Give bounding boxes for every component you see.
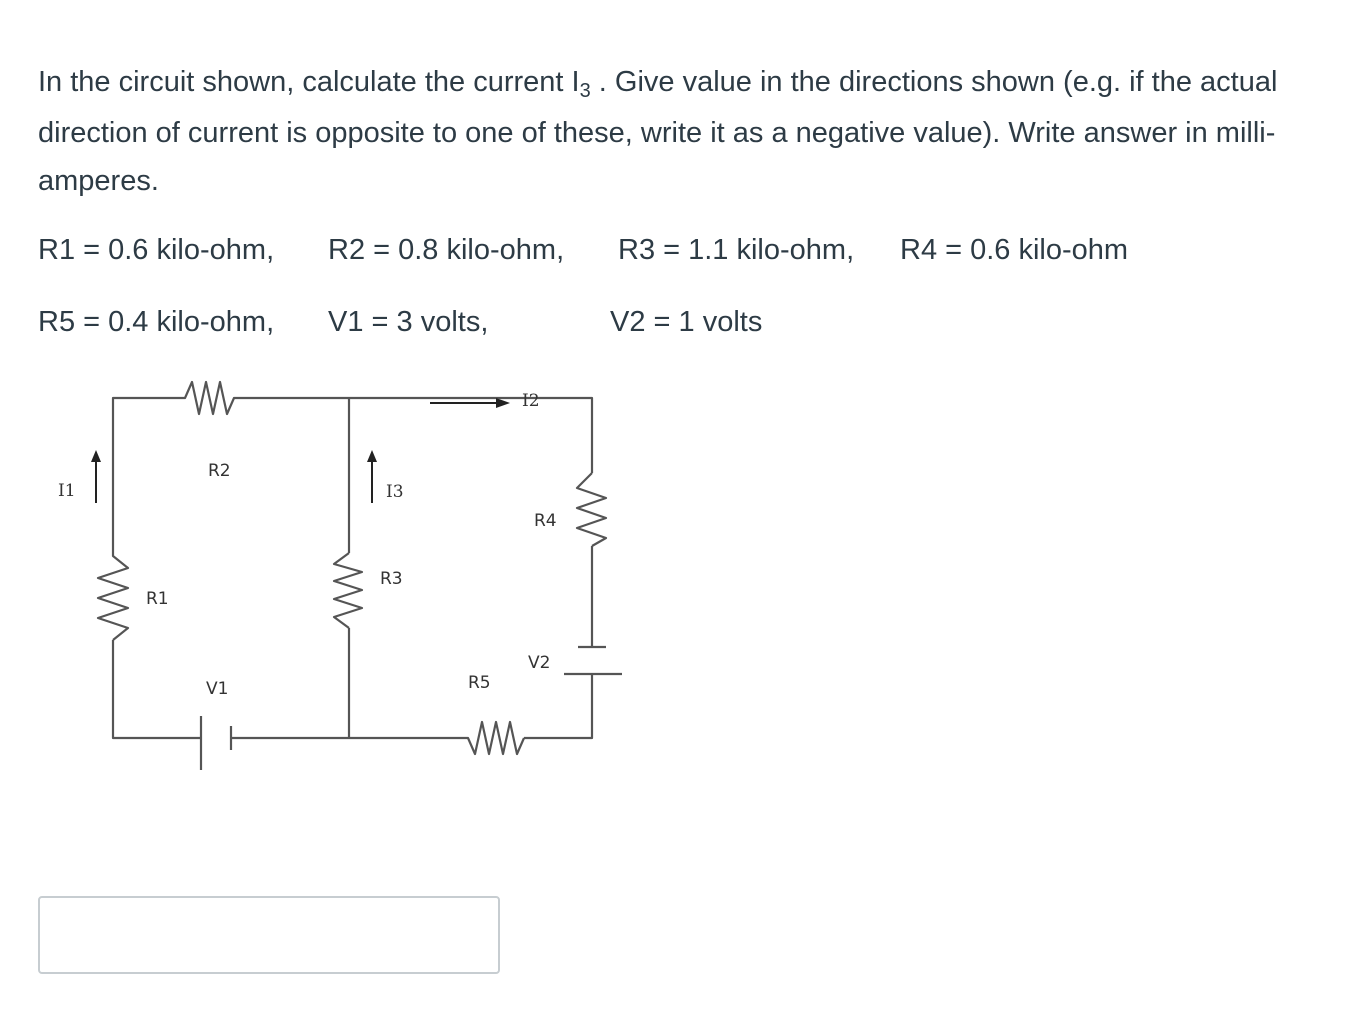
r4-resistor xyxy=(577,473,606,546)
question-text-after: . Give value in the directions shown (e.g. if the actual direction of current is opposite to one of these, write it as a negative value). Write answer in milli-amperes. xyxy=(38,66,1278,197)
label-v1: V1 xyxy=(206,679,229,699)
label-v2: V2 xyxy=(528,653,551,673)
i2-arrow-head xyxy=(496,398,510,408)
label-i2: I2 xyxy=(522,391,540,411)
r3-resistor xyxy=(334,553,362,628)
wire-top-right xyxy=(349,398,592,473)
value-v2: V2 = 1 volts xyxy=(610,306,763,338)
answer-input[interactable] xyxy=(38,896,500,974)
i3-arrow-head xyxy=(367,450,377,462)
current-arrows xyxy=(91,398,510,503)
label-r3: R3 xyxy=(380,569,403,589)
label-r1: R1 xyxy=(146,589,169,609)
label-i1: I1 xyxy=(58,481,76,501)
question-subscript: 3 xyxy=(579,80,591,102)
label-r4: R4 xyxy=(534,511,557,531)
value-r2: R2 = 0.8 kilo-ohm, xyxy=(328,234,565,266)
label-r5: R5 xyxy=(468,673,491,693)
circuit-labels xyxy=(58,391,557,699)
wire-top-left xyxy=(113,382,349,508)
value-r4: R4 = 0.6 kilo-ohm xyxy=(900,234,1129,266)
wire-right-lower xyxy=(524,674,592,738)
value-r3: R3 = 1.1 kilo-ohm, xyxy=(618,234,855,266)
value-r1: R1 = 0.6 kilo-ohm, xyxy=(38,234,275,266)
i1-arrow-head xyxy=(91,450,101,462)
value-r5: R5 = 0.4 kilo-ohm, xyxy=(38,306,275,338)
question-text xyxy=(38,58,1328,205)
question-text-before: In the circuit shown, calculate the current I xyxy=(38,66,580,98)
r5-resistor xyxy=(349,722,524,754)
question-paragraph xyxy=(38,58,1328,205)
r1-resistor xyxy=(98,508,128,640)
circuit-wires xyxy=(98,382,622,770)
label-i3: I3 xyxy=(386,482,404,502)
circuit-diagram xyxy=(50,378,640,778)
value-v1: V1 = 3 volts, xyxy=(328,306,489,338)
label-r2: R2 xyxy=(208,461,231,481)
wire-bottom-left xyxy=(113,640,201,738)
